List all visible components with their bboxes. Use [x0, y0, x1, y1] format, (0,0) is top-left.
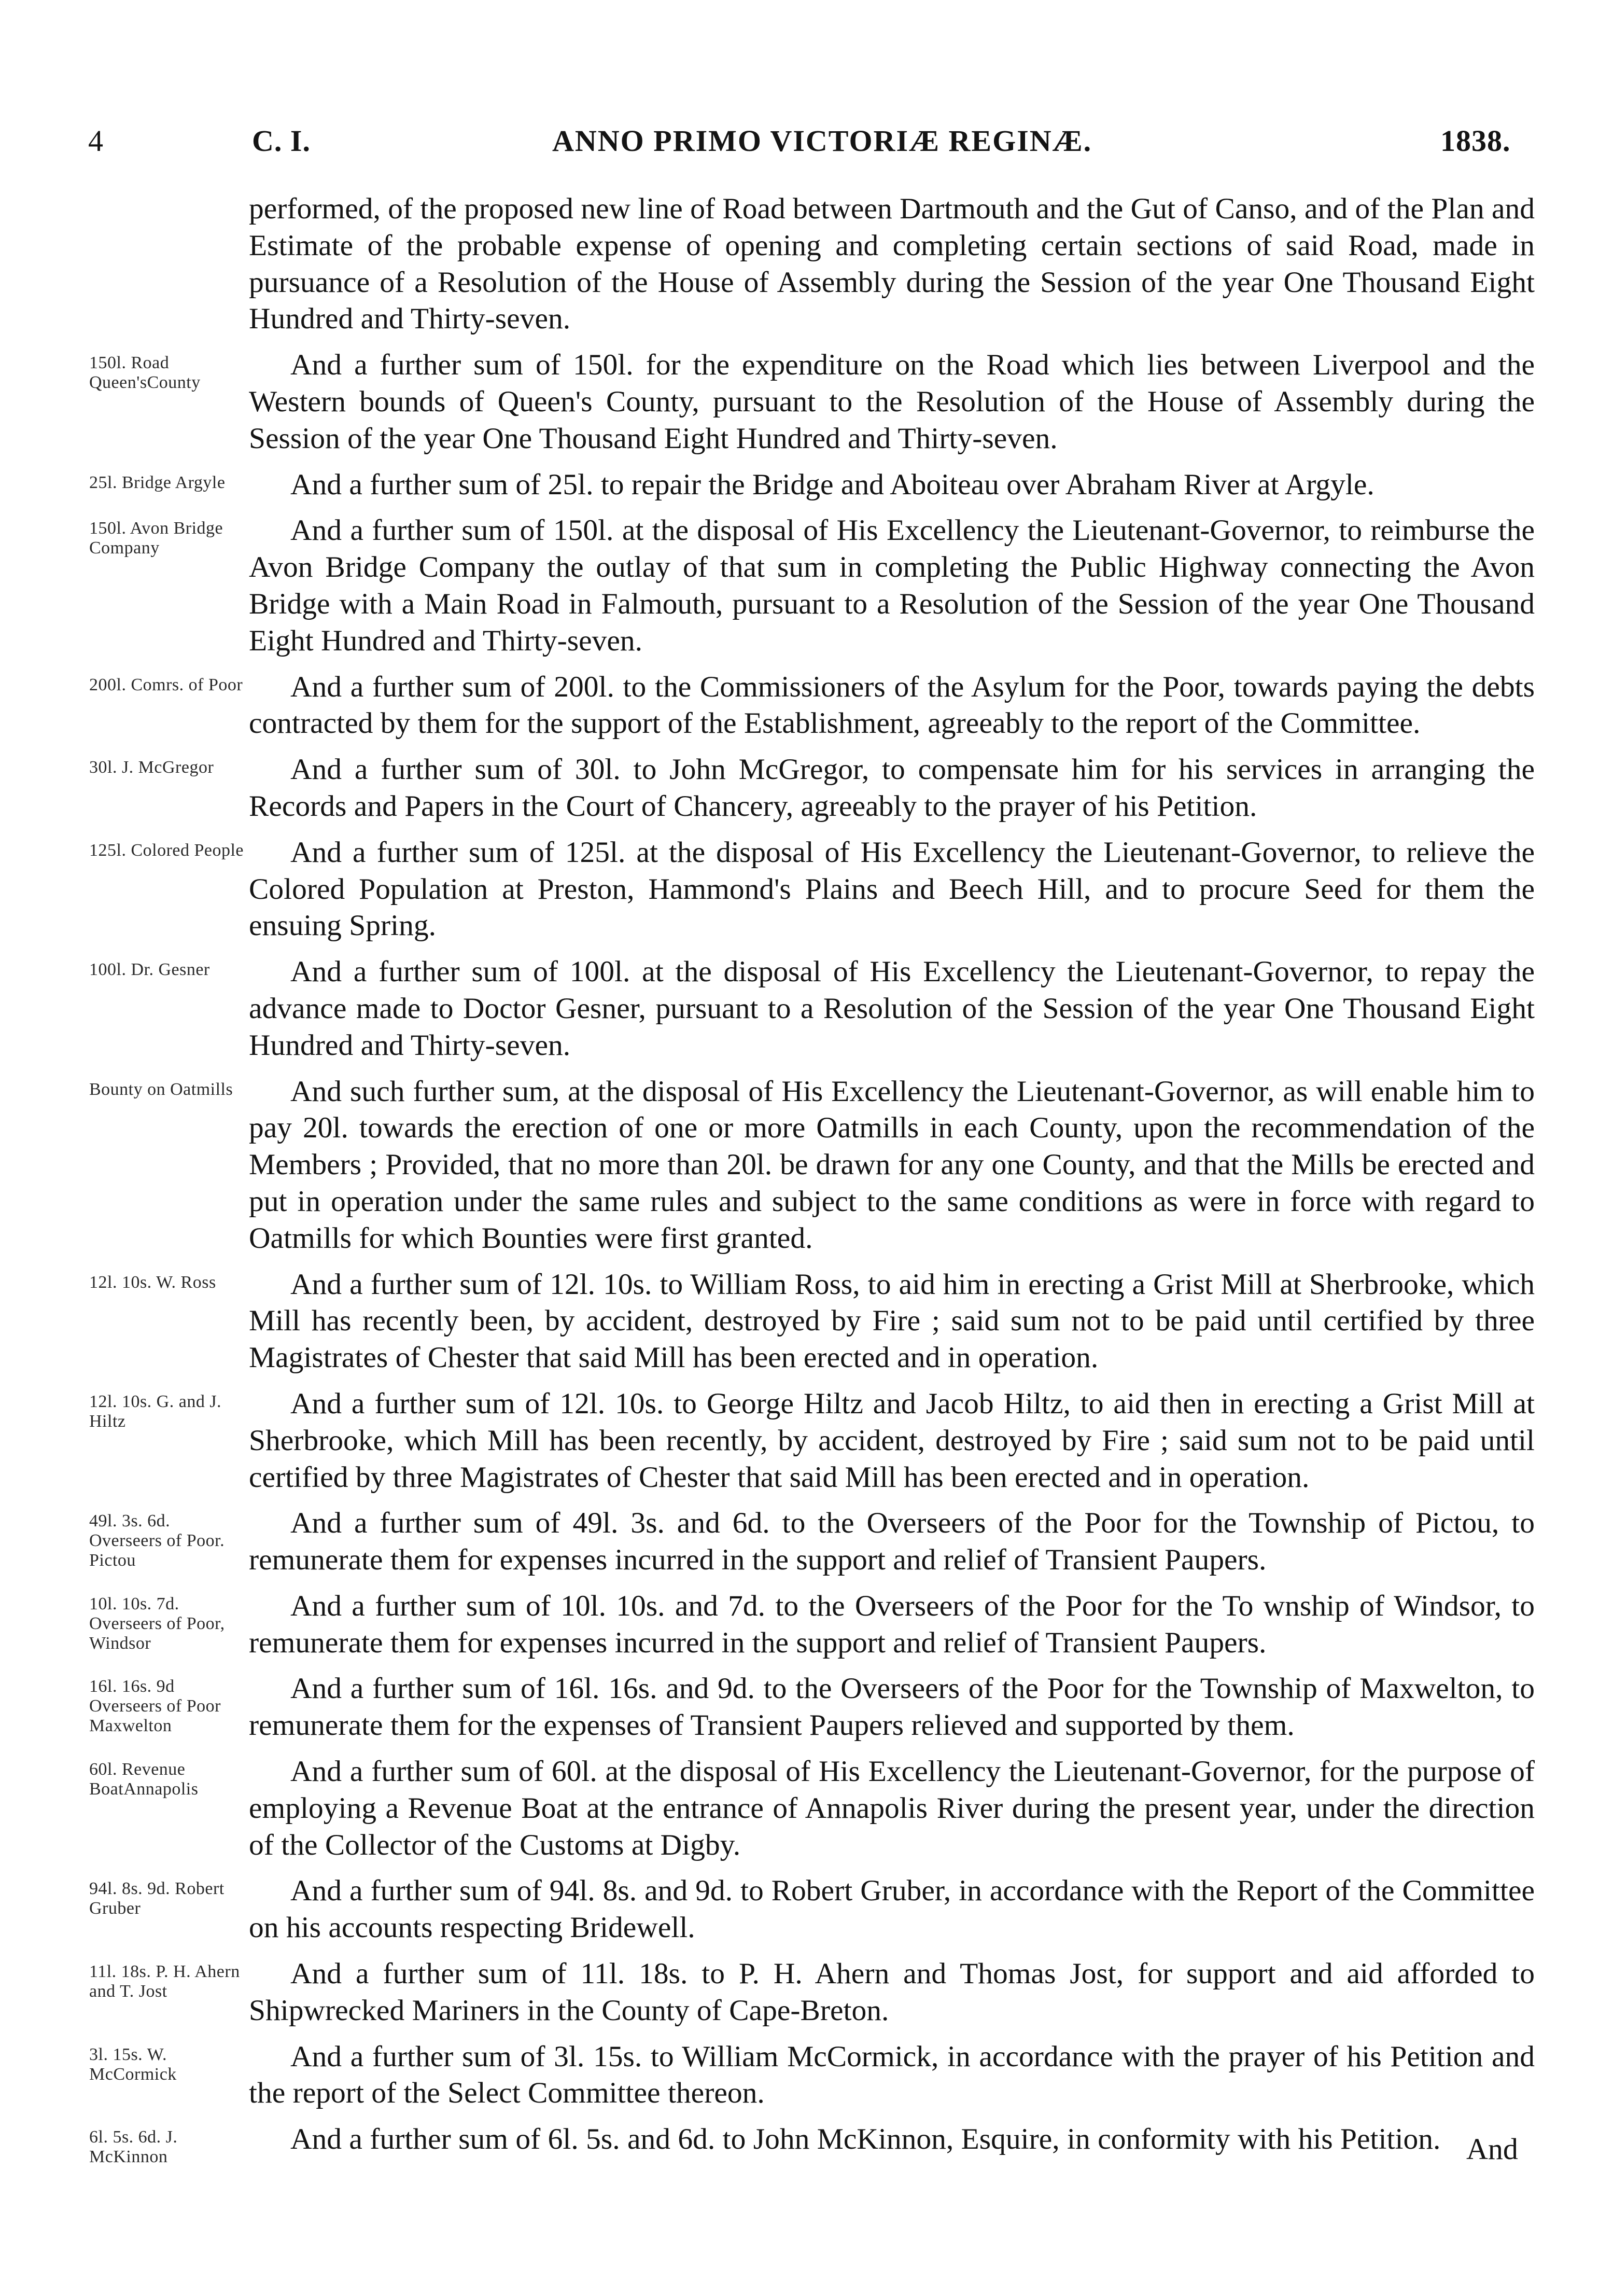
paragraph [89, 1956, 1535, 2029]
catchword: And [1466, 2132, 1518, 2166]
paragraph-text: performed, of the proposed new line of Road between Dartmouth and the Gut of Canso, and of the Plan and Estimate of the probable expense of opening and completing certain sections of said Road, made in pursuance of a Resolution of the House of Assembly during the Session of the year One Thousand Eight Hundred and Thirty-seven. [249, 192, 1535, 336]
paragraph [89, 954, 1535, 1064]
paragraph [89, 1588, 1535, 1662]
marginal-note: 3l. 15s. W. McCormick [89, 2044, 177, 2084]
marginal-note: 11l. 18s. P. H. Ahern and T. Jost [89, 1962, 240, 2001]
marginal-note: 100l. Dr. Gesner [89, 960, 210, 980]
running-title: ANNO PRIMO VICTORIÆ REGINÆ. [552, 124, 1092, 158]
marginal-note: 25l. Bridge Argyle [89, 472, 226, 492]
paragraph-text: And a further sum of 3l. 15s. to William McCormick, in accordance with the prayer of his Petition and the report of the Select Committee thereon. [249, 2040, 1535, 2110]
paragraph-text: And a further sum of 30l. to John McGregor, to compensate him for his services in arranging the Records and Papers in the Court of Chancery, agreeably to the prayer of his Petition. [249, 753, 1535, 823]
marginal-note: 60l. Revenue BoatAnnapolis [89, 1760, 199, 1799]
paragraph-text: And such further sum, at the disposal of His Excellency the Lieutenant-Governor, as will enable him to pay 20l. towards the erection of one or more Oatmills in each County, upon the recommendation of the Members ; Provided, that no more than 20l. be drawn for any one County, and that the Mills be erected and put in operation under the same rules and subject to the same conditions as were in force with regard to Oatmills for which Bounties were first granted. [249, 1075, 1535, 1255]
paragraph [89, 2039, 1535, 2112]
paragraph [89, 347, 1535, 457]
paragraph-text: And a further sum of 125l. at the disposal of His Excellency the Lieutenant-Governor, to relieve the Colored Population at Preston, Hammond's Plains and Beech Hill, and to procure Seed for them the ensuing Spring. [249, 836, 1535, 942]
marginal-note: 6l. 5s. 6d. J. McKinnon [89, 2127, 178, 2167]
marginal-note: 125l. Colored People [89, 840, 244, 860]
paragraph [89, 834, 1535, 944]
paragraph-text: And a further sum of 94l. 8s. and 9d. to Robert Gruber, in accordance with the Report of the Committee on his accounts respecting Bridewell. [249, 1874, 1535, 1944]
paragraph [89, 1386, 1535, 1496]
paragraph-text: And a further sum of 150l. at the disposal of His Excellency the Lieutenant-Governor, to reimburse the Avon Bridge Company the outlay of that sum in completing the Public Highway connecting the Avon Bridge with a Main Road in Falmouth, pursuant to a Resolution of the Session of the year One Thousand Eight Hundred and Thirty-seven. [249, 514, 1535, 657]
paragraph [89, 467, 1535, 504]
paragraph-text: And a further sum of 16l. 16s. and 9d. to the Overseers of the Poor for the Township of Maxwelton, to remunerate them for the expenses of Transient Paupers relieved and supported by them. [249, 1672, 1535, 1742]
chapter-label: C. I. [252, 124, 311, 158]
body-text [89, 191, 1535, 2167]
paragraph [89, 1505, 1535, 1579]
paragraph-text: And a further sum of 200l. to the Commissioners of the Asylum for the Poor, towards paying the debts contracted by them for the support of the Establishment, agreeably to the report of the Committee. [249, 670, 1535, 740]
paragraph [89, 2121, 1535, 2167]
marginal-note: Bounty on Oatmills [89, 1079, 233, 1099]
paragraph [89, 1074, 1535, 1257]
paragraph-text: And a further sum of 6l. 5s. and 6d. to John McKinnon, Esquire, in conformity with his Petition. [290, 2123, 1441, 2156]
paragraph [89, 512, 1535, 659]
paragraph [89, 752, 1535, 825]
paragraph [89, 1267, 1535, 1376]
paragraph-text: And a further sum of 11l. 18s. to P. H. Ahern and Thomas Jost, for support and aid afforded to Shipwrecked Mariners in the County of Cape-Breton. [249, 1957, 1535, 2027]
marginal-note: 94l. 8s. 9d. Robert Gruber [89, 1879, 225, 1918]
paragraph [89, 1671, 1535, 1744]
marginal-note: 150l. Road Queen'sCounty [89, 353, 201, 393]
paragraph-text: And a further sum of 49l. 3s. and 6d. to the Overseers of the Poor for the Township of Pictou, to remunerate them for expenses incurred in the support and relief of Transient Paupers. [249, 1507, 1535, 1577]
running-header [0, 123, 1613, 165]
paragraph [89, 1754, 1535, 1863]
marginal-note: 12l. 10s. W. Ross [89, 1272, 216, 1292]
year-label: 1838. [1440, 124, 1511, 158]
marginal-note: 49l. 3s. 6d. Overseers of Poor. Pictou [89, 1511, 225, 1570]
page-number: 4 [88, 124, 104, 158]
paragraph-text: And a further sum of 100l. at the disposal of His Excellency the Lieutenant-Governor, to repay the advance made to Doctor Gesner, pursuant to a Resolution of the Session of the year One Thousand Eight Hundred and Thirty-seven. [249, 955, 1535, 1062]
paragraph-text: And a further sum of 12l. 10s. to George Hiltz and Jacob Hiltz, to aid then in erecting a Grist Mill at Sherbrooke, which Mill has been recently, by accident, destroyed by Fire ; said sum not to be paid until certified by three Magistrates of Chester that said Mill has been erected and in operation. [249, 1387, 1535, 1494]
marginal-note: 16l. 16s. 9d Overseers of Poor Maxwelton [89, 1677, 221, 1736]
marginal-note: 12l. 10s. G. and J. Hiltz [89, 1391, 222, 1431]
marginal-note: 30l. J. McGregor [89, 758, 214, 777]
paragraph-text: And a further sum of 10l. 10s. and 7d. to the Overseers of the Poor for the To wnship of Windsor, to remunerate them for expenses incurred in the support and relief of Transient Paupers. [249, 1589, 1535, 1659]
marginal-note: 150l. Avon Bridge Company [89, 519, 223, 558]
paragraph [89, 669, 1535, 743]
paragraph [89, 1873, 1535, 1946]
marginal-note: 200l. Comrs. of Poor [89, 675, 243, 694]
paragraph-text: And a further sum of 60l. at the disposal of His Excellency the Lieutenant-Governor, for the purpose of employing a Revenue Boat at the entrance of Annapolis River during the present year, under the direction of the Collector of the Customs at Digby. [249, 1755, 1535, 1861]
marginal-note: 10l. 10s. 7d. Overseers of Poor, Windsor [89, 1594, 225, 1653]
paragraph-text: And a further sum of 150l. for the expenditure on the Road which lies between Liverpool and the Western bounds of Queen's County, pursuant to the Resolution of the House of Assembly during the Session of the year One Thousand Eight Hundred and Thirty-seven. [249, 349, 1535, 455]
paragraph-text: And a further sum of 25l. to repair the Bridge and Aboiteau over Abraham River at Argyle. [290, 468, 1374, 501]
paragraph-text: And a further sum of 12l. 10s. to William Ross, to aid him in erecting a Grist Mill at Sherbrooke, which Mill has recently been, by accident, destroyed by Fire ; said sum not to be paid until certified by three Magistrates of Chester that said Mill has been erected and in operation. [249, 1268, 1535, 1374]
paragraph [249, 191, 1535, 338]
